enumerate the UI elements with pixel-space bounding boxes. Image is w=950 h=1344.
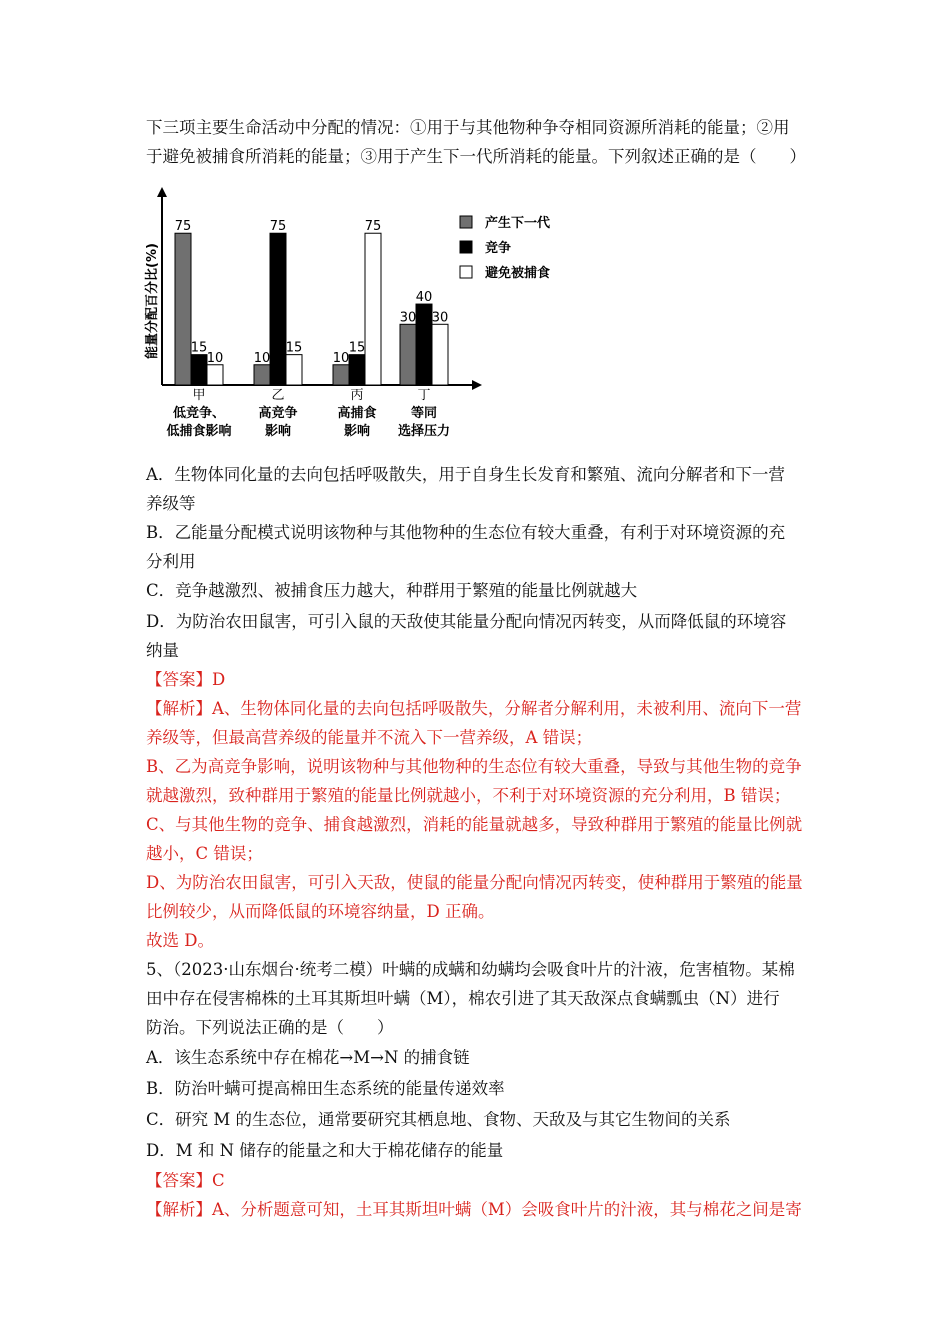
y-axis-arrow xyxy=(157,187,167,197)
bar-value-label: 75 xyxy=(174,219,192,235)
analysis-line: 越小，C 错误； xyxy=(146,844,263,863)
option-c-line: C．竞争越激烈、被捕食压力越大，种群用于繁殖的能量比例就越大 xyxy=(146,581,638,600)
category-note: 低捕食影响 xyxy=(166,424,232,439)
option-b-line: 分利用 xyxy=(146,552,196,571)
bar-value-label: 75 xyxy=(364,219,382,235)
question-5-stem-line: 田中存在侵害棉株的土耳其斯坦叶螨（M），棉农引进了其天敌深点食螨瓢虫（N）进行 xyxy=(146,989,780,1008)
question-5-stem-line: 5、（2023·山东烟台·统考二模）叶螨的成螨和幼螨均会吸食叶片的汁液，危害植物。某棉 xyxy=(146,960,795,979)
category-note: 高竞争 xyxy=(258,406,298,421)
bars-group xyxy=(175,219,449,385)
question-stem-line: 于避免被捕食所消耗的能量；③用于产生下一代所消耗的能量。下列叙述正确的是（ ） xyxy=(146,147,806,166)
legend-label: 避免被捕食 xyxy=(485,266,551,281)
q5-analysis-line: 【解析】A、分析题意可知，土耳其斯坦叶螨（M）会吸食叶片的汁液，其与棉花之间是寄 xyxy=(146,1200,802,1219)
bar xyxy=(333,365,349,385)
analysis-line: 就越激烈，致种群用于繁殖的能量比例就越小，不利于对环境资源的充分利用，B 错误； xyxy=(146,786,791,805)
bar xyxy=(365,233,381,385)
option-d-line: D．为防治农田鼠害，可引入鼠的天敌使其能量分配向情况丙转变，从而降低鼠的环境容 xyxy=(146,612,787,631)
category-label: 丁 xyxy=(417,388,431,403)
bar-value-label: 75 xyxy=(269,219,287,235)
conclusion-line: 故选 D。 xyxy=(146,931,214,950)
option-a-line: A．生物体同化量的去向包括呼吸散失，用于自身生长发育和繁殖、流向分解者和下一营 xyxy=(146,465,785,484)
option-a-line: 养级等 xyxy=(146,494,196,513)
bar-value-label: 15 xyxy=(285,340,303,356)
bar-value-label: 30 xyxy=(399,310,417,326)
option-d-line: 纳量 xyxy=(146,641,179,660)
q5-answer-line: 【答案】C xyxy=(146,1171,225,1190)
bar xyxy=(254,365,270,385)
category-note: 低竞争、 xyxy=(172,406,226,421)
bar xyxy=(191,355,207,385)
bar xyxy=(175,233,191,385)
bar xyxy=(207,365,223,385)
legend-swatch xyxy=(460,216,472,228)
category-labels-group xyxy=(166,388,450,439)
category-note: 等同 xyxy=(410,406,438,421)
legend-label: 产生下一代 xyxy=(485,216,551,231)
bar-value-label: 15 xyxy=(190,340,208,356)
analysis-line: C、与其他生物的竞争、捕食越激烈，消耗的能量就越多，导致种群用于繁殖的能量比例就 xyxy=(146,815,803,834)
legend-swatch xyxy=(460,266,472,278)
legend-swatch xyxy=(460,241,472,253)
bar xyxy=(400,324,416,385)
analysis-line: 比例较少，从而降低鼠的环境容纳量，D 正确。 xyxy=(146,902,495,921)
question-5-stem-line: 防治。下列说法正确的是（ ） xyxy=(146,1018,394,1037)
q5-option-c: C．研究 M 的生态位，通常要研究其栖息地、食物、天敌及与其它生物间的关系 xyxy=(146,1110,731,1129)
x-axis-arrow xyxy=(472,380,482,390)
energy-allocation-chart xyxy=(140,183,580,445)
q5-option-b: B．防治叶螨可提高棉田生态系统的能量传递效率 xyxy=(146,1079,505,1098)
category-label: 乙 xyxy=(271,388,285,403)
bar-value-label: 40 xyxy=(415,290,433,306)
category-note: 影响 xyxy=(343,424,371,439)
legend-label: 竞争 xyxy=(485,241,512,256)
question-stem-line: 下三项主要生命活动中分配的情况：①用于与其他物种争夺相同资源所消耗的能量；②用 xyxy=(146,118,790,137)
category-label: 甲 xyxy=(192,388,206,403)
analysis-line: D、为防治农田鼠害，可引入天敌，使鼠的能量分配向情况丙转变，使种群用于繁殖的能量 xyxy=(146,873,803,892)
answer-line: 【答案】D xyxy=(146,670,226,689)
bar xyxy=(349,355,365,385)
bar-value-label: 10 xyxy=(206,350,224,366)
bar-value-label: 10 xyxy=(253,350,271,366)
bar-chart-svg xyxy=(140,183,580,445)
category-note: 高捕食 xyxy=(337,406,377,421)
option-b-line: B．乙能量分配模式说明该物种与其他物种的生态位有较大重叠，有利于对环境资源的充 xyxy=(146,523,786,542)
bar xyxy=(416,304,432,385)
bar xyxy=(432,324,448,385)
q5-option-a: A．该生态系统中存在棉花→M→N 的捕食链 xyxy=(146,1048,470,1067)
category-note: 选择压力 xyxy=(397,424,451,439)
y-axis-label: 能量分配百分比(%) xyxy=(145,243,160,359)
legend-group xyxy=(460,215,551,281)
category-label: 丙 xyxy=(350,388,364,403)
q5-option-d: D．M 和 N 储存的能量之和大于棉花储存的能量 xyxy=(146,1141,504,1160)
bar xyxy=(270,233,286,385)
analysis-line: 养级等，但最高营养级的能量并不流入下一营养级，A 错误； xyxy=(146,728,593,747)
analysis-line: B、乙为高竞争影响，说明该物种与其他物种的生态位有较大重叠，导致与其他生物的竞争 xyxy=(146,757,802,776)
bar-value-label: 15 xyxy=(348,340,366,356)
bar-value-label: 30 xyxy=(431,310,449,326)
bar xyxy=(286,355,302,385)
analysis-line: 【解析】A、生物体同化量的去向包括呼吸散失，分解者分解利用，未被利用、流向下一营 xyxy=(146,699,802,718)
category-note: 影响 xyxy=(264,424,292,439)
bar-value-label: 10 xyxy=(332,350,350,366)
